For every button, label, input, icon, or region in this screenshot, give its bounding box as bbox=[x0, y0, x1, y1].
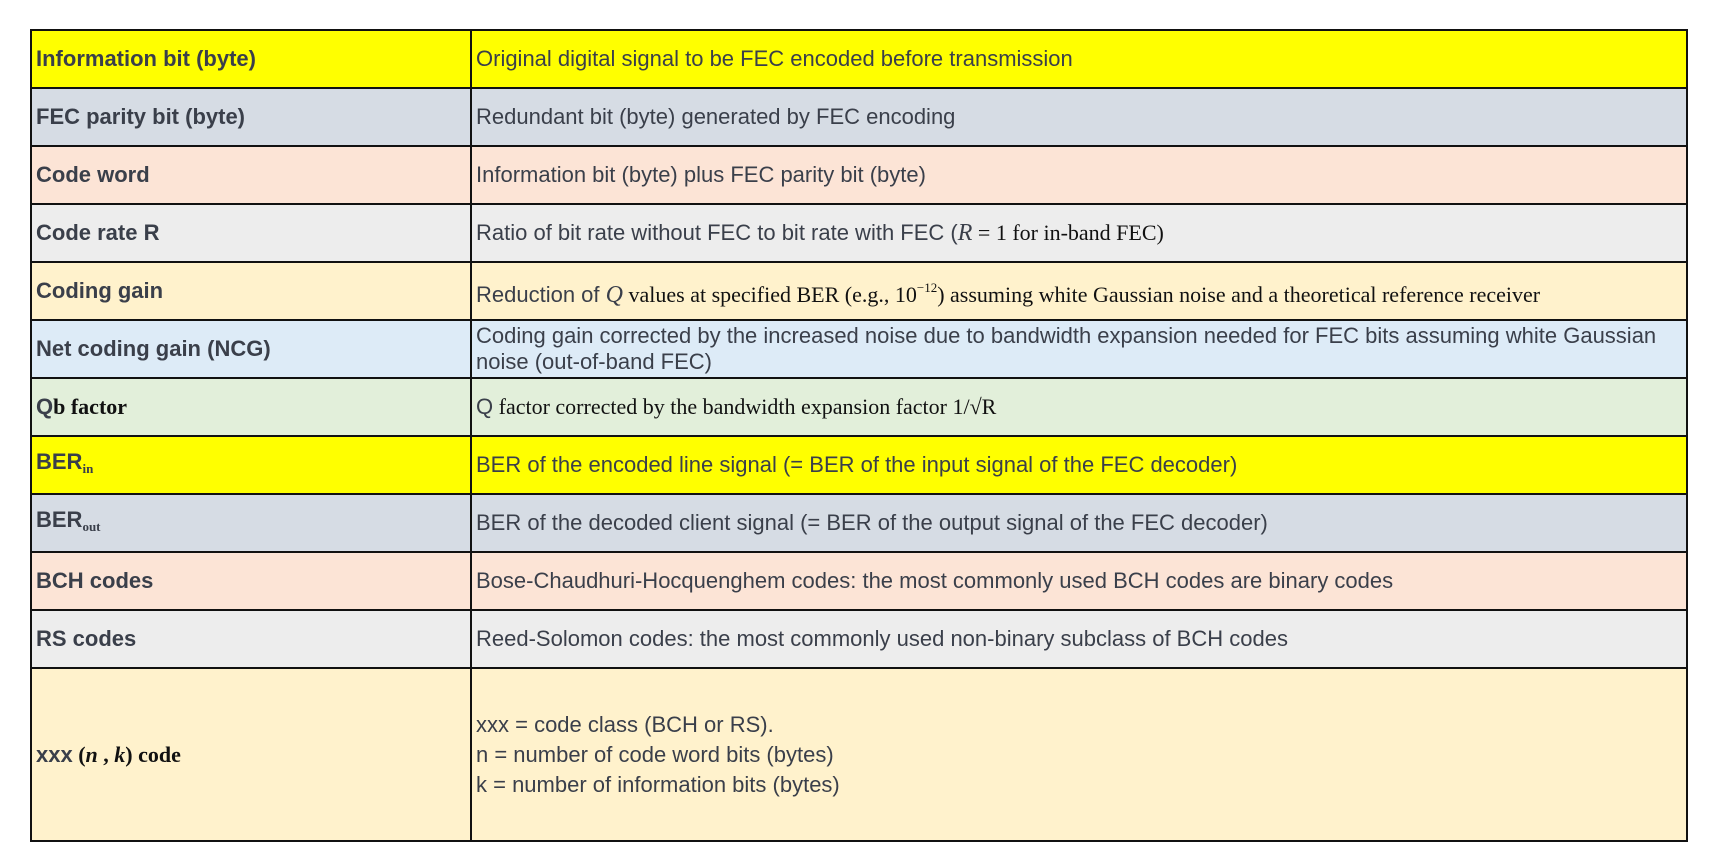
definition-text: Reduction of bbox=[476, 281, 606, 307]
definition-cell bbox=[471, 668, 1687, 841]
definition-line: xxx = code class (BCH or RS). bbox=[476, 711, 774, 737]
term-cell: Information bit (byte) bbox=[31, 30, 471, 88]
definition-line: n = number of code word bits (bytes) bbox=[476, 741, 834, 767]
table-row bbox=[31, 262, 1687, 320]
term-subscript: out bbox=[82, 518, 101, 534]
term-cell bbox=[31, 436, 471, 494]
definition-cell: Information bit (byte) plus FEC parity bit (byte) bbox=[471, 146, 1687, 204]
term-cell bbox=[31, 494, 471, 552]
definition-cell: BER of the decoded client signal (= BER of the output signal of the FEC decoder) bbox=[471, 494, 1687, 552]
definition-text: factor corrected by the bandwidth expansion factor 1/√R bbox=[493, 394, 997, 419]
table-row bbox=[31, 494, 1687, 552]
definition-cell: Coding gain corrected by the increased noise due to bandwidth expansion needed for FEC bits assuming white Gaussian noise (out-of-band FEC) bbox=[471, 320, 1687, 378]
definition-cell bbox=[471, 378, 1687, 436]
fec-glossary-table bbox=[30, 29, 1688, 842]
definition-cell: Redundant bit (byte) generated by FEC encoding bbox=[471, 88, 1687, 146]
variable-r: R bbox=[957, 220, 973, 246]
term-text: xxx bbox=[36, 741, 73, 767]
term-cell: Net coding gain (NCG) bbox=[31, 320, 471, 378]
definition-text: Q bbox=[476, 394, 494, 419]
definition-cell bbox=[471, 262, 1687, 320]
term-text: ) code bbox=[125, 741, 181, 767]
table-row bbox=[31, 88, 1687, 146]
definition-cell: Reed-Solomon codes: the most commonly used non-binary subclass of BCH codes bbox=[471, 610, 1687, 668]
term-text: BER bbox=[36, 448, 83, 474]
term-text: b factor bbox=[53, 394, 128, 419]
table-row bbox=[31, 204, 1687, 262]
table-row bbox=[31, 320, 1687, 378]
term-text: Q bbox=[36, 394, 54, 419]
term-text: BER bbox=[36, 506, 83, 532]
term-cell: Code word bbox=[31, 146, 471, 204]
table-row bbox=[31, 610, 1687, 668]
definition-cell: Bose-Chaudhuri-Hocquenghem codes: the most commonly used BCH codes are binary codes bbox=[471, 552, 1687, 610]
variable-q: Q bbox=[605, 281, 623, 308]
definition-text: ) assuming white Gaussian noise and a theoretical reference receiver bbox=[937, 281, 1541, 307]
definition-text: Ratio of bit rate without FEC to bit rate with FEC ( bbox=[476, 220, 958, 245]
table-row bbox=[31, 436, 1687, 494]
table-row bbox=[31, 30, 1687, 88]
table-row bbox=[31, 668, 1687, 841]
definition-cell: BER of the encoded line signal (= BER of the input signal of the FEC decoder) bbox=[471, 436, 1687, 494]
table-row bbox=[31, 552, 1687, 610]
term-text: ( bbox=[72, 741, 86, 767]
definition-cell: Original digital signal to be FEC encoded before transmission bbox=[471, 30, 1687, 88]
definition-text: values at specified BER (e.g., 10 bbox=[622, 281, 917, 307]
term-cell: FEC parity bit (byte) bbox=[31, 88, 471, 146]
variable-n: n bbox=[85, 741, 98, 767]
definition-cell bbox=[471, 204, 1687, 262]
variable-k: k bbox=[114, 741, 126, 767]
definition-line: k = number of information bits (bytes) bbox=[476, 771, 840, 797]
term-subscript: in bbox=[82, 460, 94, 476]
term-cell: Coding gain bbox=[31, 262, 471, 320]
term-cell: Code rate R bbox=[31, 204, 471, 262]
term-cell bbox=[31, 378, 471, 436]
table-row bbox=[31, 146, 1687, 204]
exponent: −12 bbox=[916, 279, 938, 295]
term-cell: BCH codes bbox=[31, 552, 471, 610]
term-cell: RS codes bbox=[31, 610, 471, 668]
definition-text: = 1 for in-band FEC) bbox=[972, 220, 1164, 245]
term-text: , bbox=[97, 741, 115, 767]
table-row bbox=[31, 378, 1687, 436]
term-cell bbox=[31, 668, 471, 841]
